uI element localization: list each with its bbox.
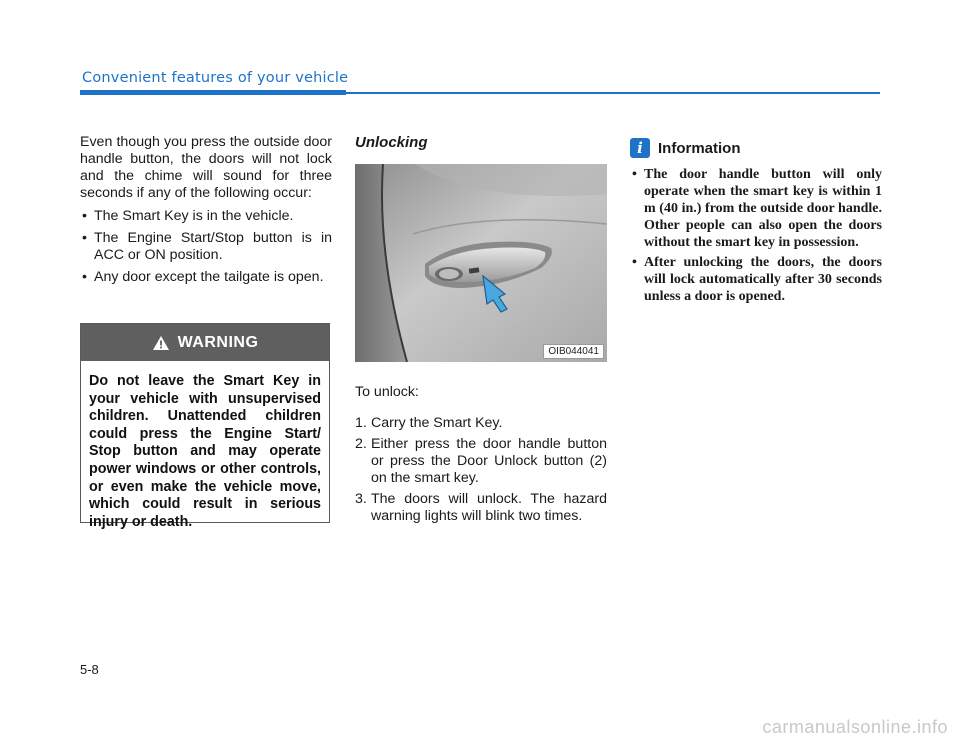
section-title: Convenient features of your vehicle bbox=[82, 70, 349, 86]
unlock-step-list bbox=[355, 415, 607, 525]
unlock-intro: To unlock: bbox=[355, 384, 419, 401]
left-column bbox=[80, 134, 332, 291]
door-handle-image bbox=[355, 164, 607, 362]
figure-code: OIB044041 bbox=[543, 344, 604, 359]
information-column bbox=[630, 138, 882, 308]
list-item: • Any door except the tailgate is open. bbox=[82, 269, 324, 285]
list-item: • The Engine Start/Stop button is in ACC or ON position. bbox=[82, 230, 332, 263]
header-accent-bar bbox=[80, 90, 346, 95]
page-number: 5-8 bbox=[80, 662, 99, 677]
list-item: • The Smart Key is in the vehicle. bbox=[82, 208, 294, 224]
unlocking-heading-wrap bbox=[355, 134, 607, 151]
list-item: 3. The doors will unlock. The hazard warning lights will blink two times. bbox=[355, 491, 607, 525]
information-title: Information bbox=[658, 139, 741, 157]
list-item: • The door handle button will only operate when the smart key is within 1 m (40 in.) from the outside door handle. Other people can also open the doors without the smart key in possession. bbox=[632, 167, 882, 250]
information-list bbox=[630, 166, 882, 305]
door-handle-illustration bbox=[355, 164, 607, 362]
list-item: • After unlocking the doors, the doors will lock automatically after 30 seconds unless a door is opened. bbox=[632, 255, 882, 304]
warning-header bbox=[81, 324, 329, 361]
unlocking-heading: Unlocking bbox=[355, 134, 428, 151]
watermark: carmanualsonline.info bbox=[762, 717, 948, 737]
list-item: 2. Either press the door handle button or press the Door Unlock button (2) on the smart key. bbox=[355, 436, 607, 487]
information-header bbox=[630, 138, 882, 158]
warning-box bbox=[80, 323, 330, 530]
header-rule bbox=[346, 92, 880, 94]
warning-title: WARNING bbox=[177, 333, 259, 351]
info-icon: i bbox=[630, 138, 650, 158]
warning-triangle-icon bbox=[152, 335, 170, 351]
list-item: 1. Carry the Smart Key. bbox=[355, 415, 503, 432]
unlock-steps bbox=[355, 370, 607, 529]
warning-text: Do not leave the Smart Key in your vehicle with unsupervised children. Unattended children could press the Engine Start/ Stop button and may operate power windows or other controls, or even make the vehicle move, which could result in serious injury or death. bbox=[89, 373, 321, 530]
condition-list bbox=[80, 208, 332, 286]
intro-paragraph: Even though you press the outside door handle button, the doors will not lock and the chime will sound for three seconds if any of the following occur: bbox=[80, 134, 332, 201]
